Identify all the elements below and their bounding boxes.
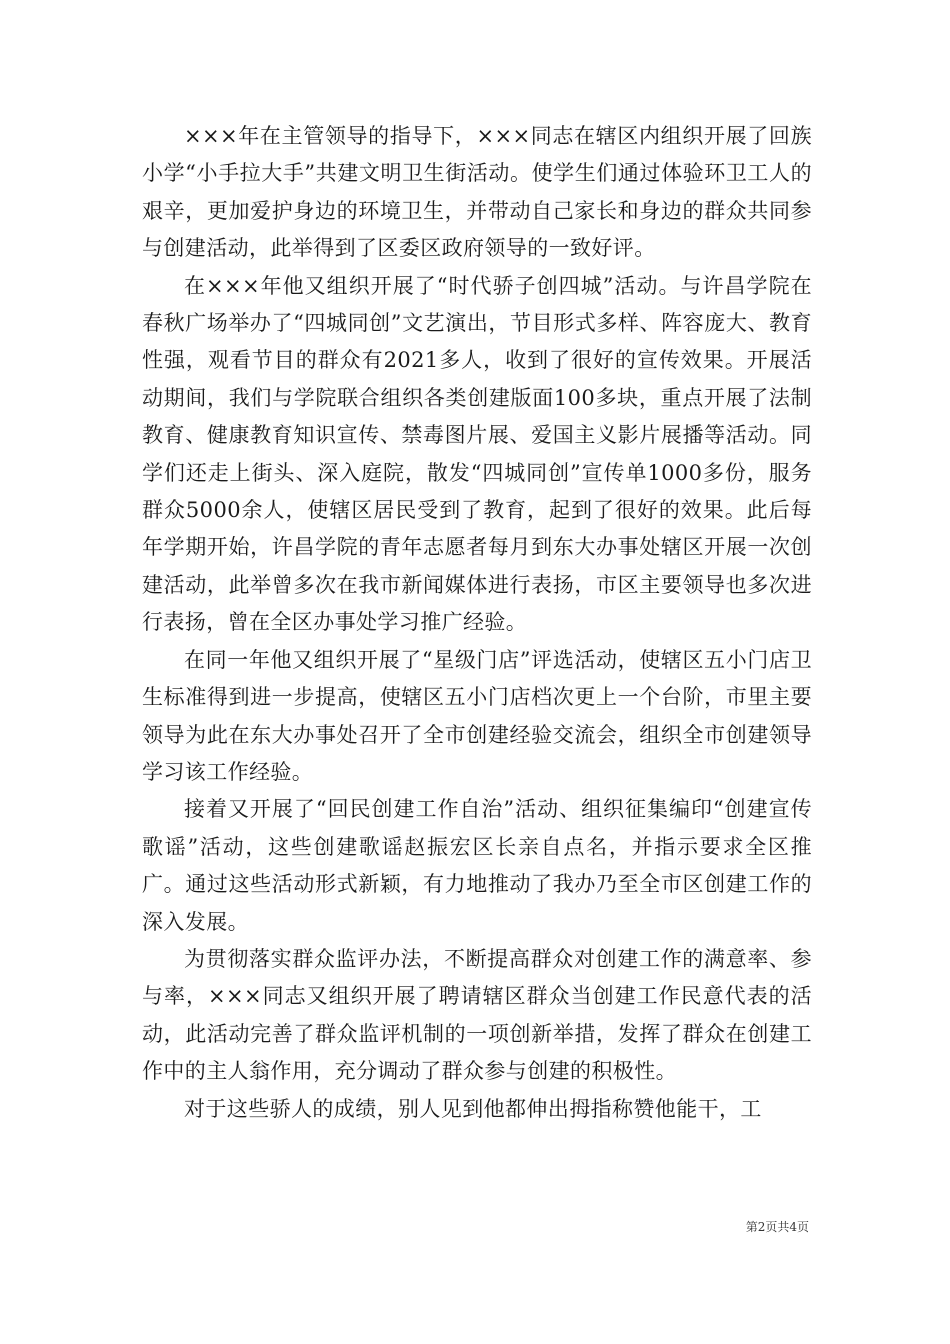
document-body bbox=[142, 118, 812, 1128]
page-number: 第2页共4页 bbox=[745, 1220, 809, 1234]
paragraph-1: ×××年在主管领导的指导下，×××同志在辖区内组织开展了回族小学“小手拉大手”共建文明卫生街活动。使学生们通过体验环卫工人的艰辛，更加爱护身边的环境卫生，并带动自己家长和身边的群众共同参与创建活动，此举得到了区委区政府领导的一致好评。 bbox=[142, 124, 812, 261]
paragraph-5: 为贯彻落实群众监评办法，不断提高群众对创建工作的满意率、参与率，×××同志又组织开展了聘请辖区群众当创建工作民意代表的活动，此活动完善了群众监评机制的一项创新举措，发挥了群众在创建工作中的主人翁作用，充分调动了群众参与创建的积极性。 bbox=[142, 946, 812, 1084]
paragraph-6: 对于这些骄人的成绩，别人见到他都伸出拇指称赞他能干，工 bbox=[184, 1096, 762, 1121]
paragraph-4: 接着又开展了“回民创建工作自治”活动、组织征集编印“创建宣传歌谣”活动，这些创建歌谣赵振宏区长亲自点名，并指示要求全区推广。通过这些活动形式新颖，有力地推动了我办乃至全市区创建工作的深入发展。 bbox=[142, 797, 812, 934]
paragraph-2: 在×××年他又组织开展了“时代骄子创四城”活动。与许昌学院在春秋广场举办了“四城同创”文艺演出，节目形式多样、阵容庞大、教育性强，观看节目的群众有2021多人，收到了很好的宣传效果。开展活动期间，我们与学院联合组织各类创建版面100多块，重点开展了法制教育、健康教育知识宣传、禁毒图片展、爱国主义影片展播等活动。同学们还走上街头、深入庭院，散发“四城同创”宣传单1000多份，服务群众5000余人，使辖区居民受到了教育，起到了很好的效果。此后每年学期开始，许昌学院的青年志愿者每月到东大办事处辖区开展一次创建活动，此举曾多次在我市新闻媒体进行表扬，市区主要领导也多次进行表扬，曾在全区办事处学习推广经验。 bbox=[142, 273, 812, 635]
paragraph-3: 在同一年他又组织开展了“星级门店”评选活动，使辖区五小门店卫生标准得到进一步提高，使辖区五小门店档次更上一个台阶，市里主要领导为此在东大办事处召开了全市创建经验交流会，组织全市创建领导学习该工作经验。 bbox=[142, 647, 812, 784]
